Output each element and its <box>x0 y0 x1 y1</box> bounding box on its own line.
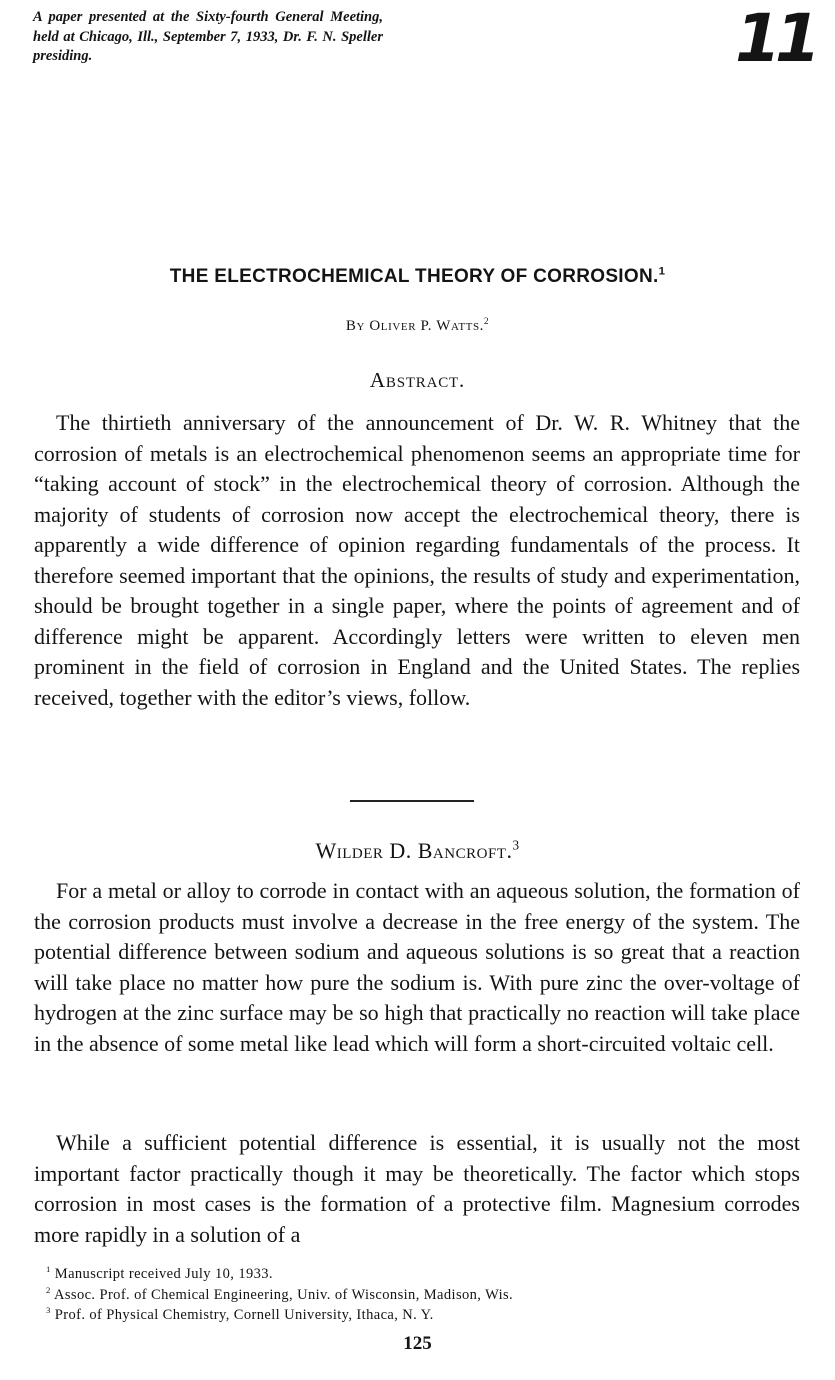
page-number: 125 <box>403 1333 432 1354</box>
article-title <box>0 266 835 288</box>
presentation-note <box>33 8 383 67</box>
section-heading <box>0 838 835 864</box>
footnote-3-mark: 3 <box>46 1305 51 1316</box>
footnote-3 <box>46 1305 746 1326</box>
abstract-heading: Abstract. <box>369 368 466 392</box>
byline-text: By Oliver P. Watts. <box>345 318 485 334</box>
footnote-1 <box>46 1264 746 1285</box>
footnotes <box>46 1264 746 1326</box>
body-paragraph-1-text: For a metal or alloy to corrode in contact with an aqueous solution, the formation of the corrosion products must involve a decrease in the free energy of the system. The potential difference between sodium and aqueous solutions is so great that a reaction will take place no matter how pure the sodium is. With pure zinc the over-voltage of hydrogen at the zinc surface may be so high that practically no reaction will take place in the absence of some metal like lead which will form a short-circuited voltaic cell. <box>34 878 800 1056</box>
handwritten-page-number: 11 <box>735 0 815 77</box>
article-byline <box>0 318 835 335</box>
byline-footnote-mark: 2 <box>484 316 490 326</box>
section-footnote-mark: 3 <box>512 837 520 853</box>
footnote-2-text: Assoc. Prof. of Chemical Engineering, Univ. of Wisconsin, Madison, Wis. <box>53 1286 514 1303</box>
title-footnote-mark: 1 <box>658 265 666 278</box>
footnote-1-mark: 1 <box>46 1264 51 1275</box>
body-paragraph-2-text: While a sufficient potential difference is essential, it is usually not the most important factor practically though it may be theoretically. The factor which stops corrosion in most cases is the formation of a protective film. Magnesium corrodes more rapidly in a solution of a <box>34 1130 800 1247</box>
footnote-1-text: Manuscript received July 10, 1933. <box>54 1266 273 1282</box>
abstract-text: The thirtieth anniversary of the announcement of Dr. W. R. Whitney that the corrosion of metals is an electrochemical phenomenon seems an appropriate time for “taking account of stock” in the electrochemical theory of corrosion. Although the majority of students of corrosion now accept the electrochemical theory, there is apparently a wide difference of opinion regarding fundamentals of the process. It therefore seemed important that the opinions, the results of study and experimentation, should be brought together in a single paper, where the points of agreement and of difference might be apparent. Accordingly letters were written to eleven men prominent in the field of corrosion in England and the United States. The replies received, together with the editor’s views, follow. <box>34 410 800 710</box>
presentation-note-text: A paper presented at the Sixty-fourth General Meeting, held at Chicago, Ill., September 7, 1933, Dr. F. N. Speller <box>33 9 383 45</box>
presentation-note-last: presiding. <box>33 48 93 64</box>
section-heading-text: Wilder D. Bancroft. <box>315 838 513 863</box>
article-title-text: THE ELECTROCHEMICAL THEORY OF CORROSION. <box>169 266 659 287</box>
body-paragraph-2 <box>34 1128 800 1250</box>
footnote-2-mark: 2 <box>46 1284 51 1295</box>
body-paragraph-1 <box>34 876 800 1059</box>
footnote-3-text: Prof. of Physical Chemistry, Cornell University, Ithaca, N. Y. <box>54 1307 434 1323</box>
section-divider <box>350 800 474 802</box>
footnote-2 <box>46 1285 746 1306</box>
abstract-paragraph <box>34 408 800 713</box>
